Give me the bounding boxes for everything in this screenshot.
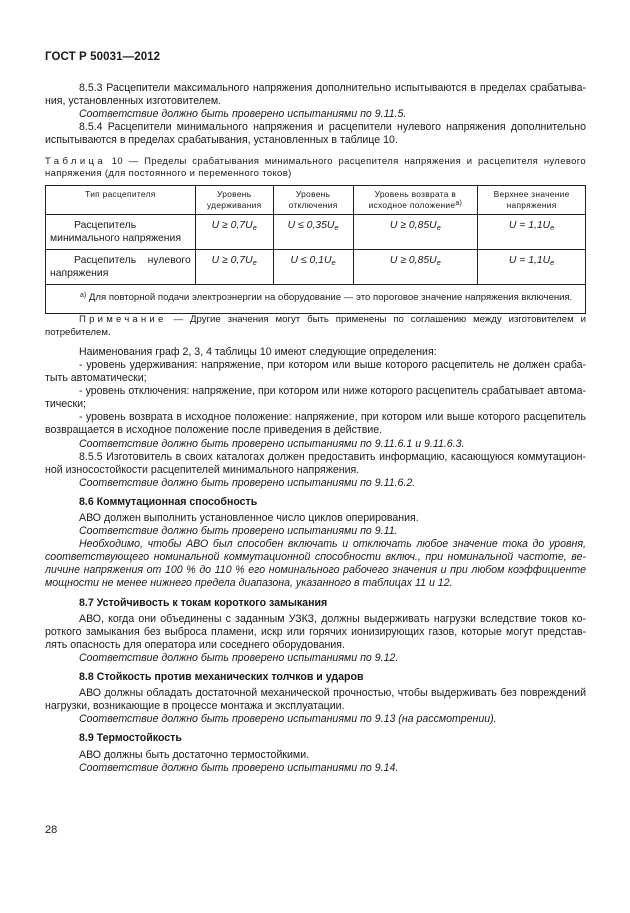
cell-upper — [478, 215, 586, 250]
table-10 — [45, 185, 586, 314]
cell-value: U ≥ 0,85 — [389, 220, 430, 232]
col-header-hold: Уровень удерживания — [195, 186, 273, 215]
footnote-text: Для повторной подачи электроэнергии на оборудование — это пороговое значение напряжения включения. — [88, 292, 573, 304]
section-8-6-heading: 8.6 Коммутационная способность — [79, 495, 258, 508]
table-note — [45, 314, 586, 338]
cell-hold — [195, 215, 273, 250]
note-text: — Другие значения могут быть применены по соглашению между изготовителем и потребителем. — [45, 314, 586, 338]
cell-trip — [273, 215, 353, 250]
cell-upper — [478, 250, 586, 285]
section-8-9-heading: 8.9 Термостойкость — [79, 732, 182, 745]
compliance-check: Соответствие должно быть проверено испытаниями по 9.11.6.2. — [79, 476, 416, 489]
cell-value: U ≥ 0,85 — [389, 255, 430, 267]
compliance-check: Соответствие должно быть проверено испытаниями по 9.14. — [79, 761, 399, 774]
unit-symbol: U — [326, 220, 335, 232]
document-body — [45, 82, 586, 775]
cell-trip — [273, 250, 353, 285]
cell-type: Расцепитель нулевого напряжения — [46, 250, 196, 285]
cell-type: Расцепитель минимального напряжения — [46, 215, 196, 250]
definitions-intro: Наименования граф 2, 3, 4 таблицы 10 имеют следующие определения: — [79, 345, 437, 358]
definition-item: - уровень отключения: напряжение, при котором или ниже которого расцепитель срабатывает автоматически; — [45, 385, 586, 411]
unit-subscript: e — [436, 223, 441, 233]
clause-8-5-3: 8.5.3 Расцепители максимального напряжения дополнительно испытываются в пределах срабатывания, установленных изготовителем. — [45, 82, 586, 108]
section-8-6-text: АВО должен выполнить установленное число циклов оперирования. — [79, 512, 419, 524]
table-footnote — [46, 285, 586, 314]
cell-value: U ≥ 0,7 — [211, 255, 246, 267]
table-footnote-row — [46, 285, 586, 314]
cell-return — [353, 215, 478, 250]
col-header-return-label: Уровень возврата в исходное положение — [368, 189, 457, 210]
clause-8-5-5: 8.5.5 Изготовитель в своих каталогах должен предоставить информацию, касающуюся коммутационной износостойкости расцепителей минимального напряжения. — [45, 450, 586, 476]
compliance-check: Соответствие должно быть проверено испытаниями по 9.11.6.1 и 9.11.6.3. — [79, 437, 465, 450]
unit-symbol: U — [323, 255, 332, 267]
unit-symbol: U — [245, 255, 253, 267]
cell-value: U = 1,1 — [508, 255, 543, 267]
unit-symbol: U — [245, 220, 253, 232]
compliance-check: Соответствие должно быть проверено испытаниями по 9.13 (на рассмотрении). — [79, 713, 497, 726]
definition-item: - уровень удерживания: напряжение, при котором или выше которого расцепитель не должен срабатыть автоматически; — [45, 358, 586, 385]
section-8-8-text: АВО должны обладать достаточной механической прочностью, чтобы выдерживать без повреждений нагрузки, возникающие в процессе монтажа и эксплуатации. — [45, 687, 586, 713]
col-header-return — [353, 186, 478, 215]
document-header: ГОСТ Р 50031—2012 — [45, 51, 161, 63]
section-8-7-text: АВО, когда они объединены с заданным УЗКЗ, должны выдерживать нагрузки вследствие токов короткого замыкания без выброса пламени, искр или горячих ионизирующих газов, которые могут представлять опасность для оператора или соседнего оборудования. — [45, 612, 586, 651]
cell-value: U ≤ 0,35 — [287, 220, 327, 232]
page-number: 28 — [45, 824, 58, 836]
table-row — [46, 215, 586, 250]
section-8-8-heading: 8.8 Стойкость против механических толчков и ударов — [79, 671, 364, 684]
table-caption — [45, 156, 586, 180]
section-8-9-text: АВО должны быть достаточно термостойкими. — [79, 748, 310, 761]
unit-symbol: U — [429, 255, 437, 267]
unit-subscript: e — [334, 223, 339, 233]
section-8-6-requirement: Необходимо, чтобы АВО был способен включать и отключать любое значение тока до уровня, соответствующего номинальной коммутационной способности включ., при номинальной частоте, величине напряжения от 100 % до 110 % его номинального рабочего значения и при любом коэффициенте мощности не менее нижнего предела диапазона, указанного в таблицах 11 и 12. — [45, 538, 586, 590]
unit-symbol: U — [542, 220, 551, 232]
footnote-mark: а) — [80, 292, 87, 300]
unit-subscript: e — [252, 258, 257, 268]
clause-8-5-4: 8.5.4 Расцепители минимального напряжения и расцепители нулевого напряжения дополнительно испытываются в пределах срабатывания, установленных в таблице 10. — [45, 121, 586, 147]
compliance-check: Соответствие должно быть проверено испытаниями по 9.11. — [79, 525, 398, 538]
unit-symbol: U — [542, 255, 551, 267]
cell-return — [353, 250, 478, 285]
cell-value: U ≥ 0,7 — [211, 220, 246, 232]
table-caption-word: Таблица — [45, 156, 107, 168]
col-header-upper: Верхнее значение напряжения — [478, 186, 586, 215]
table-header-row — [46, 186, 586, 215]
cell-value: U = 1,1 — [508, 220, 543, 232]
col-header-note-mark: а) — [455, 199, 463, 207]
unit-subscript: e — [550, 223, 555, 233]
unit-subscript: e — [331, 258, 336, 268]
section-8-7-heading: 8.7 Устойчивость к токам короткого замыкания — [79, 596, 328, 609]
note-word: Примечание — [79, 314, 167, 326]
compliance-check: Соответствие должно быть проверено испытаниями по 9.11.5. — [79, 108, 407, 121]
unit-symbol: U — [429, 220, 437, 232]
cell-hold — [195, 250, 273, 285]
col-header-trip: Уровень отключения — [273, 186, 353, 215]
unit-subscript: e — [550, 258, 555, 268]
table-caption-text: 10 — Пределы срабатывания минимального расцепителя напряжения и расцепителя нулевого напряжения (для постоянного и переменного токов) — [45, 156, 586, 180]
unit-subscript: e — [436, 258, 441, 268]
unit-subscript: e — [252, 223, 257, 233]
definition-item: - уровень возврата в исходное положение: напряжение, при котором или выше которого расцепитель возвращается в исходное положение после приведения в действие. — [45, 411, 586, 437]
col-header-type: Тип расцепителя — [46, 186, 196, 215]
table-row — [46, 250, 586, 285]
compliance-check: Соответствие должно быть проверено испытаниями по 9.12. — [79, 651, 399, 664]
cell-value: U ≤ 0,1 — [290, 255, 324, 267]
